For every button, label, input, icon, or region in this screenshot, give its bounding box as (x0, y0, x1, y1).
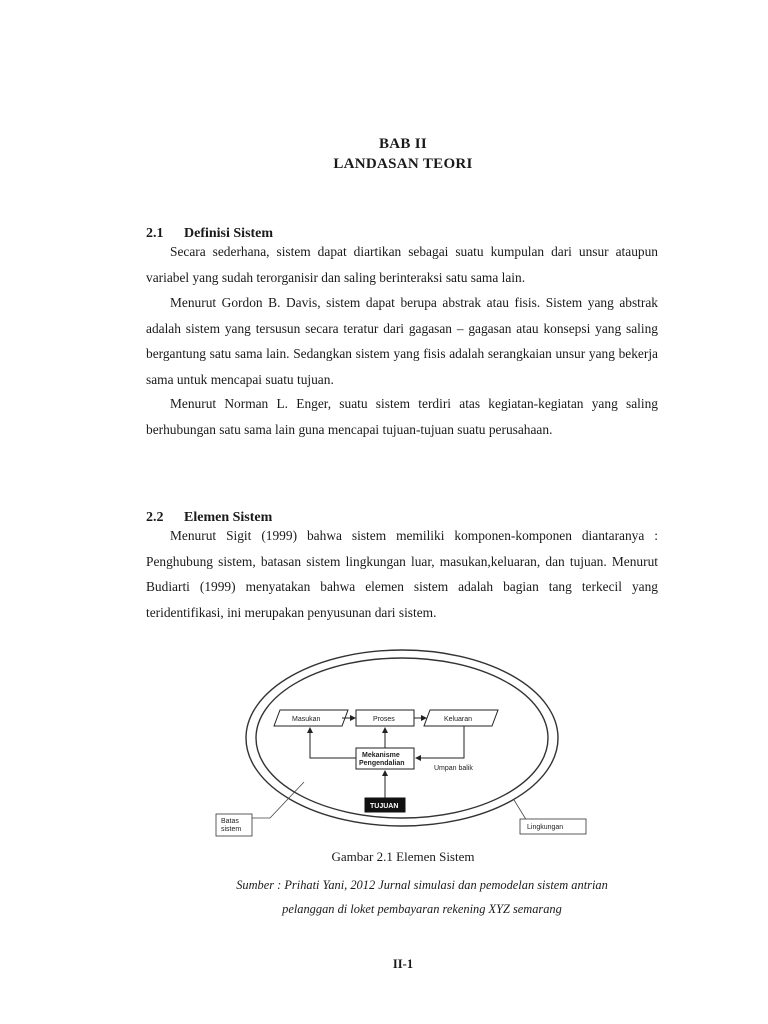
feedback-line-left (310, 728, 356, 758)
figure-source-line2: pelanggan di loket pembayaran rekening XYZ semarang (282, 902, 562, 916)
paragraph: Secara sederhana, sistem dapat diartikan sebagai suatu kumpulan dari unsur ataupun variabel yang sudah terorganisir dan saling berinteraksi satu sama lain. (146, 244, 658, 285)
environment-label: Lingkungan (527, 824, 564, 831)
section-title: Definisi Sistem (184, 226, 274, 241)
system-elements-diagram (212, 646, 592, 842)
paragraph: Menurut Sigit (1999) bahwa sistem memiliki komponen-komponen diantaranya : Penghubung sistem, batasan sistem lingkungan luar, masukan,keluaran, dan tujuan. Menurut Budiarti (1999) menyatakan bahwa elemen sistem adalah bagian tang terkecil yang teridentifikasi, ini merupakan penyusunan dari sistem. (146, 528, 658, 620)
boundary-label-line2: sistem (221, 826, 242, 833)
figure-source-line1: Sumber : Prihati Yani, 2012 Jurnal simulasi dan pemodelan sistem antrian (236, 878, 608, 892)
section-number: 2.2 (146, 510, 164, 525)
goal-label: TUJUAN (370, 803, 399, 810)
output-label: Keluaran (444, 716, 473, 723)
feedback-line-right (416, 726, 464, 758)
chapter-title: LANDASAN TEORI (333, 156, 473, 172)
inner-boundary-ellipse (256, 658, 548, 818)
boundary-label-line1: Batas (221, 818, 239, 825)
chapter-number: BAB II (378, 136, 428, 152)
feedback-label: Umpan balik (434, 765, 473, 772)
input-label: Masukan (292, 716, 321, 723)
control-label-line2: Pengendalian (359, 760, 405, 767)
page-number: II-1 (392, 957, 414, 971)
control-label-line1: Mekanisme (362, 752, 400, 759)
figure-caption: Gambar 2.1 Elemen Sistem (331, 849, 475, 864)
section-number: 2.1 (146, 226, 164, 241)
boundary-pointer-line (252, 782, 304, 818)
paragraph: Menurut Gordon B. Davis, sistem dapat berupa abstrak atau fisis. Sistem yang abstrak adalah sistem yang tersusun secara teratur dari gagasan – gagasan atau konsepsi yang saling bergantung satu sama lain. Sedangkan sistem yang fisis adalah serangkaian unsur yang bekerja sama untuk mencapai suatu tujuan. (146, 295, 658, 387)
paragraph: Menurut Norman L. Enger, suatu sistem terdiri atas kegiatan-kegiatan yang saling berhubungan satu sama lain guna mencapai tujuan-tujuan suatu perusahaan. (146, 396, 658, 437)
process-label: Proses (373, 716, 395, 723)
section-title: Elemen Sistem (184, 510, 273, 525)
